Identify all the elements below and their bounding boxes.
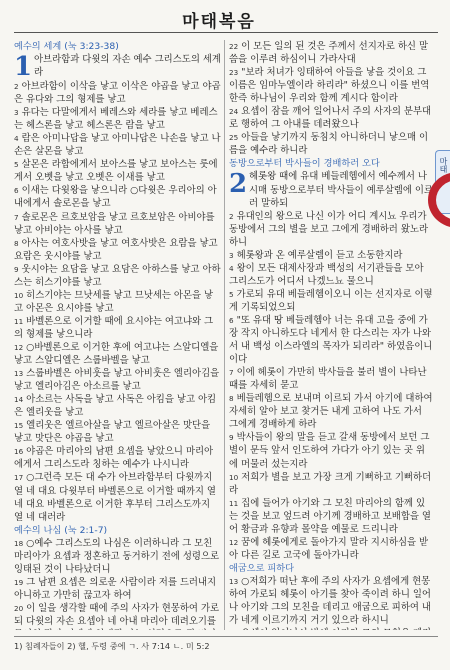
footnotes: 1) 침례자들이 2) 헬, 두령 중에 ㄱ. 사 7:14 ㄴ. 미 5:2 bbox=[14, 641, 210, 651]
verse-number: 25 bbox=[229, 133, 239, 143]
verse-text: 베들레헴으로 보내며 이르되 가서 아기에 대하여 자세히 알아 보고 찾거든 내게 고하여 나도 가서 그에게 경배하게 하라 bbox=[229, 393, 433, 431]
verse bbox=[14, 158, 221, 184]
verse bbox=[14, 315, 221, 341]
verse bbox=[229, 210, 433, 249]
verse bbox=[14, 471, 221, 523]
verse-number: 11 bbox=[229, 498, 239, 508]
chapter-number: 2 bbox=[229, 169, 248, 200]
verse-text: 유다는 다말에게서 베레스와 세라를 낳고 베레스는 헤스론을 낳고 헤스론은 람을 낳고 bbox=[14, 107, 218, 132]
verse-text bbox=[229, 628, 431, 630]
verse-text: ○저희가 떠난 후에 주의 사자가 요셉에게 현몽하여 가로되 헤롯이 아기를 찾아 죽이려 하니 일어나 아기와 그의 모친을 데리고 애굽으로 피하여 내가 네게 이르기까지 거기 있으라 하시니 bbox=[229, 575, 431, 627]
verse-text: 야곱은 마리아의 남편 요셉을 낳았으니 마리아에게서 그리스도라 칭하는 예수가 나시니라 bbox=[14, 446, 214, 471]
verse-number: 24 bbox=[229, 107, 239, 117]
verse bbox=[229, 288, 433, 314]
verse bbox=[14, 576, 221, 602]
verse-number: 10 bbox=[229, 472, 239, 482]
verse-number: 9 bbox=[14, 264, 19, 274]
verse bbox=[229, 392, 433, 431]
verse-text: 이 일을 생각할 때에 주의 사자가 현몽하여 가로되 다윗의 자손 요셉아 네 아내 마리아 데려오기를 bbox=[14, 602, 220, 627]
verse-number: 17 bbox=[14, 473, 24, 483]
section-heading-magi: 동방으로부터 박사들이 경배하러 오다 bbox=[229, 158, 380, 170]
verse bbox=[229, 66, 433, 105]
verse bbox=[14, 289, 221, 315]
verse-text: 웃시야는 요담을 낳고 요담은 아하스를 낳고 아하스는 히스기야를 낳고 bbox=[14, 263, 221, 288]
verse bbox=[229, 627, 433, 630]
chapter-2-verse-1 bbox=[229, 170, 433, 209]
verse bbox=[229, 497, 433, 536]
verse bbox=[14, 184, 221, 210]
verse bbox=[14, 393, 221, 419]
verse-text: 집에 들어가 아기와 그 모친 마리아의 함께 있는 것을 보고 엎드려 아기께 경배하고 보배합을 열어 황금과 유향과 몰약을 예물로 드리니라 bbox=[229, 497, 431, 535]
verse-text: 그 남편 요셉은 의로운 사람이라 저를 드러내지 아니하고 가만히 끊고자 하여 bbox=[14, 576, 217, 601]
verse bbox=[229, 249, 433, 262]
verse-number: 15 bbox=[14, 421, 24, 431]
verse-text: ○바벨론으로 이거한 후에 여고냐는 스알디엘을 낳고 스알디엘은 스룹바벨을 낳고 bbox=[14, 341, 219, 367]
verse bbox=[14, 445, 221, 471]
verse bbox=[14, 537, 221, 576]
verse bbox=[14, 602, 221, 630]
verse-list bbox=[229, 40, 433, 157]
verse-text: 헤롯왕과 온 예루살렘이 듣고 소동한지라 bbox=[236, 249, 403, 261]
verse-number: 12 bbox=[229, 537, 239, 547]
verse-number: 9 bbox=[229, 433, 234, 443]
verse-text: 아브라함이 이삭을 낳고 이삭은 야곱을 낳고 야곱은 유다와 그의 형제를 낳고 bbox=[14, 81, 221, 106]
book-index-tab-label: 마태 bbox=[439, 157, 448, 173]
verse bbox=[14, 132, 221, 158]
verse-list bbox=[229, 210, 433, 562]
verse-number: 5 bbox=[229, 289, 234, 299]
verse-text: 꿈에 헤롯에게로 돌아가지 말라 지시하심을 받아 다른 길로 고국에 돌아가니라 bbox=[229, 536, 429, 561]
verse-text: ○예수 그리스도의 나심은 이러하니라 그 모친 마리아가 요셉과 정혼하고 동거하기 전에 성령으로 잉태된 것이 나타났더니 bbox=[14, 537, 220, 575]
verse-text: 이에 헤롯이 가만히 박사들을 불러 별이 나타난 때를 자세히 묻고 bbox=[229, 367, 427, 392]
section-heading-genealogy: 예수의 세계 (눅 3:23-38) bbox=[14, 41, 119, 52]
verse-text: 박사들이 왕의 말을 듣고 갈새 동방에서 보던 그 별이 문득 앞서 인도하여 가다가 아기 있는 곳 위에 머물러 섰는지라 bbox=[229, 432, 430, 470]
verse-number: 23 bbox=[229, 68, 239, 78]
verse-text: 이새는 다윗왕을 낳으니라 ○다윗은 우리아의 아내에게서 솔로몬을 낳고 bbox=[14, 185, 217, 210]
verse-list bbox=[229, 575, 433, 630]
verse-number: 3 bbox=[229, 250, 234, 260]
verse bbox=[229, 471, 433, 497]
footnote-rule bbox=[14, 636, 438, 637]
verse-text: ○그런즉 모든 대 수가 아브라함부터 다윗까지 열 네 대요 다윗부터 바벨론으로 이거할 때까지 열 네 대요 바벨론으로 이거한 후부터 그리스도까지 열 네 대러라 bbox=[14, 472, 216, 523]
right-column bbox=[229, 40, 433, 630]
verse-text: 왕이 모든 대제사장과 백성의 서기관들을 모아 그리스도가 어디서 나겠느뇨 물으니 bbox=[229, 262, 424, 287]
verse bbox=[14, 237, 221, 263]
verse bbox=[229, 105, 433, 131]
verse-number: 2 bbox=[229, 211, 234, 221]
verse bbox=[229, 131, 433, 157]
verse bbox=[229, 366, 433, 392]
verse-number: 11 bbox=[14, 316, 24, 326]
verse-number: 7 bbox=[14, 212, 19, 222]
verse-text: 헤롯왕 때에 유대 베들레헴에서 예수께서 나시매 동방으로부터 박사들이 예루살렘에 이르러 말하되 bbox=[249, 171, 433, 209]
verse-text: 히스기야는 므낫세를 낳고 므낫세는 아몬을 낳고 아몬은 요시야를 낳고 bbox=[14, 289, 214, 314]
verse bbox=[14, 367, 221, 393]
section-heading-egypt: 애굽으로 피하다 bbox=[229, 562, 295, 574]
verse-number: 2 bbox=[14, 82, 19, 92]
verse-number: 3 bbox=[14, 108, 19, 118]
verse-list bbox=[14, 80, 221, 524]
verse-text: 바벨론으로 이거할 때에 요시야는 여고냐와 그의 형제를 낳으니라 bbox=[14, 315, 214, 340]
section-heading-birth: 예수의 나심 (눅 2:1-7) bbox=[14, 524, 108, 536]
page-title: 마태복음 bbox=[182, 12, 256, 32]
verse-number: 18 bbox=[14, 538, 24, 548]
verse bbox=[14, 419, 221, 445]
verse-number: 8 bbox=[229, 394, 234, 404]
verse-text: 요셉이 잠을 깨어 일어나서 주의 사자의 분부대로 행하여 그 아내를 데려왔으나 bbox=[229, 106, 432, 131]
verse-text: "보라 처녀가 잉태하여 아들을 낳을 것이요 그 이름은 임마누엘이라 하리라" 하셨으니 이를 번역한즉 하나님이 우리와 함께 계시다 함이라 bbox=[229, 67, 430, 105]
verse-number: 13 bbox=[14, 369, 24, 379]
verse bbox=[229, 575, 433, 627]
verse bbox=[229, 536, 433, 562]
verse-number: 13 bbox=[229, 576, 239, 586]
verse-text: 아브라함과 다윗의 자손 예수 그리스도의 세계라 bbox=[34, 54, 221, 79]
left-column bbox=[14, 40, 221, 630]
verse-number: 10 bbox=[14, 290, 24, 300]
column-divider bbox=[224, 40, 225, 630]
verse-list bbox=[14, 537, 221, 630]
verse-text: 유대인의 왕으로 나신 이가 어디 계시뇨 우리가 동방에서 그의 별을 보고 그에게 경배하러 왔노라 하니 bbox=[229, 210, 429, 248]
verse bbox=[14, 80, 221, 106]
title-rule bbox=[14, 32, 438, 33]
verse-number: 16 bbox=[14, 447, 24, 457]
chapter-1-verse-1 bbox=[14, 52, 221, 83]
verse-number: 20 bbox=[14, 603, 24, 613]
verse-number: 22 bbox=[229, 42, 239, 51]
verse-text: 솔로몬은 르호보암을 낳고 르호보암은 아비야를 낳고 아비야는 아사를 낳고 bbox=[14, 211, 215, 236]
verse bbox=[229, 262, 433, 288]
verse-number: 19 bbox=[14, 577, 24, 587]
verse-text: 아들을 낳기까지 동침치 아니하더니 낳으매 이름을 예수라 하니라 bbox=[229, 132, 429, 157]
chapter-number: 1 bbox=[14, 52, 33, 83]
verse-number: 5 bbox=[14, 160, 19, 170]
verse-text: 아소르는 사독을 낳고 사독은 아킴을 낳고 아킴은 엘리웃을 낳고 bbox=[14, 394, 217, 419]
verse-text: 이 모든 일의 된 것은 주께서 선지자로 하신 말씀을 이루려 하심이니 가라사대 bbox=[229, 41, 428, 66]
verse bbox=[229, 431, 433, 470]
verse-text: "또 유대 땅 베들레헴아 너는 유대 고을 중에 가장 작지 아니하도다 네게서 한 다스리는 자가 나와서 내 백성 이스라엘의 목자가 되리라" 하였음이니이다 bbox=[229, 314, 433, 366]
verse-text: 살몬은 라합에게서 보아스를 낳고 보아스는 룻에게서 오벳을 낳고 오벳은 이새를 낳고 bbox=[14, 159, 218, 184]
verse-number: 4 bbox=[229, 263, 234, 273]
verse-number: 8 bbox=[14, 238, 19, 248]
verse-text: 아사는 여호사밧을 낳고 여호사밧은 요람을 낳고 요람은 웃시야를 낳고 bbox=[14, 237, 218, 262]
verse-text: 람은 아미나답을 낳고 아미나답은 나손을 낳고 나손은 살몬을 낳고 bbox=[14, 133, 221, 158]
verse bbox=[229, 40, 433, 66]
verse bbox=[229, 314, 433, 366]
verse-text: 가로되 유대 베들레헴이오니 이는 선지자로 이렇게 기록되었으되 bbox=[229, 288, 433, 313]
verse-number: 6 bbox=[14, 186, 19, 196]
verse bbox=[14, 263, 221, 289]
verse-text: 저희가 별을 보고 가장 크게 기뻐하고 기뻐하더라 bbox=[229, 471, 432, 496]
verse-number: 12 bbox=[14, 342, 24, 352]
verse bbox=[14, 106, 221, 132]
verse-text: 엘리웃은 엘르아살을 낳고 엘르아살은 맛단을 낳고 맛단은 야곱을 낳고 bbox=[14, 420, 211, 445]
verse-number bbox=[229, 629, 238, 630]
verse bbox=[14, 211, 221, 237]
verse-number: 6 bbox=[229, 315, 234, 325]
verse-text: 스룹바벨은 아비훗을 낳고 아비훗은 엘리아김을 낳고 엘리아김은 아소르를 낳고 bbox=[14, 368, 220, 393]
verse-number: 4 bbox=[14, 134, 19, 144]
verse-number: 7 bbox=[229, 368, 234, 378]
verse bbox=[14, 341, 221, 367]
verse-number: 14 bbox=[14, 395, 24, 405]
